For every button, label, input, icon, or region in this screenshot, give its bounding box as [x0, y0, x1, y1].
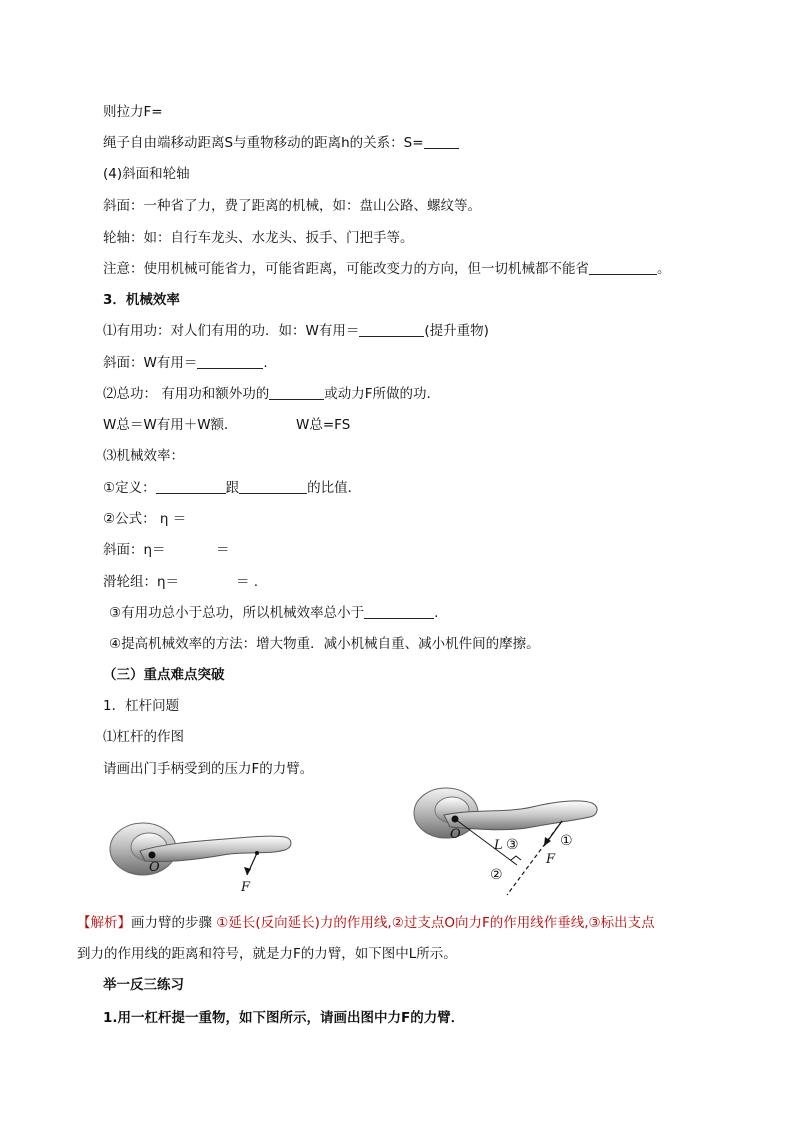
text-segment: 。 — [657, 261, 671, 277]
pivot-label: O — [149, 860, 160, 875]
text-segment: . — [263, 355, 268, 371]
analysis-line: 到力的作用线的距离和符号，就是力F的力臂，如下图中L所示。 — [77, 946, 457, 962]
text-line: 则拉力F= — [103, 104, 163, 120]
analysis-tag: 【解析】 — [77, 915, 131, 931]
text-segment: ⑵总功： 有用功和额外功的 — [103, 386, 270, 402]
text-segment: 注意：使用机械可能省力，可能省距离，可能改变力的方向，但一切机械都不能省 — [103, 261, 589, 277]
text-line — [103, 479, 361, 497]
text-segment: (提升重物) — [424, 323, 489, 339]
section-heading: 3．机械效率 — [103, 292, 180, 308]
text-segment: 斜面：W有用＝ — [103, 355, 198, 371]
text-line: ⑴杠杆的作图 — [103, 729, 184, 745]
fill-blank — [589, 260, 657, 275]
text-segment: ①定义： — [103, 480, 156, 496]
text-line: (4)斜面和轮轴 — [103, 166, 190, 182]
text-line — [109, 604, 438, 622]
text-segment: 绳子自由端移动距离S与重物移动的距离h的关系：S= — [103, 135, 424, 151]
force-point — [255, 851, 259, 855]
force-label: F — [241, 880, 251, 895]
pivot-label: O — [450, 827, 461, 842]
text-line: 1．杠杆问题 — [103, 698, 180, 714]
text-line: 轮轴：如：自行车龙头、水龙头、扳手、门把手等。 — [103, 230, 414, 246]
text-line: ＝ . — [236, 574, 259, 590]
text-line: 滑轮组：η＝ — [103, 574, 180, 590]
step-mark-2: ② — [490, 867, 503, 883]
text-line: 斜面：η＝ — [103, 542, 166, 558]
practice-question: 1.用一杠杆提一重物，如下图所示，请画出图中力F的力臂． — [103, 1010, 465, 1026]
analysis-steps: ①延长(反向延长)力的作用线,②过支点O向力F的作用线作垂线,③标出支点 — [216, 915, 655, 931]
text-segment: 的比值． — [307, 480, 362, 496]
step-mark-3: ③ — [506, 837, 519, 853]
text-segment: . — [434, 605, 439, 621]
door-handle-figure-left — [105, 815, 305, 900]
practice-title: 举一反三练习 — [103, 977, 184, 993]
text-line: 请画出门手柄受到的压力F的力臂。 — [103, 761, 314, 777]
text-line: ＝ — [216, 542, 230, 558]
pivot-point — [149, 852, 156, 859]
fill-blank — [364, 604, 434, 619]
section-heading: （三）重点难点突破 — [103, 667, 225, 683]
door-handle-figure-right — [412, 783, 612, 898]
text-line: W总=FS — [296, 417, 351, 433]
text-line — [103, 354, 268, 372]
text-line — [103, 385, 440, 403]
force-label: F — [546, 852, 556, 867]
fill-blank — [197, 354, 263, 369]
text-segment: ⑴有用功：对人们有用的功．如：W有用＝ — [103, 323, 360, 339]
fill-blank — [359, 322, 424, 337]
step-mark-1: ① — [560, 833, 573, 849]
text-line — [103, 134, 459, 152]
fill-blank — [424, 134, 459, 149]
text-segment: 或动力F所做的功． — [324, 386, 441, 402]
fill-blank — [269, 385, 324, 400]
text-line — [103, 260, 671, 278]
analysis-text: 画力臂的步骤 — [131, 915, 217, 931]
text-line: 斜面：一种省了力，费了距离的机械，如：盘山公路、螺纹等。 — [103, 198, 481, 214]
analysis-line — [77, 914, 655, 932]
text-line — [103, 322, 489, 340]
fill-blank — [156, 479, 226, 494]
text-segment: ③有用功总小于总功，所以机械效率总小于 — [109, 605, 365, 621]
arm-label: L — [494, 838, 503, 853]
text-line: ④提高机械效率的方法：增大物重．减小机械自重、减小机件间的摩擦。 — [109, 636, 540, 652]
text-segment: 跟 — [225, 480, 240, 496]
right-angle-mark — [511, 856, 521, 860]
text-line: ②公式： η ＝ — [103, 511, 187, 527]
fill-blank — [239, 479, 307, 494]
text-line: W总＝W有用＋W额． — [103, 417, 238, 433]
text-line: ⑶机械效率： — [103, 448, 184, 464]
